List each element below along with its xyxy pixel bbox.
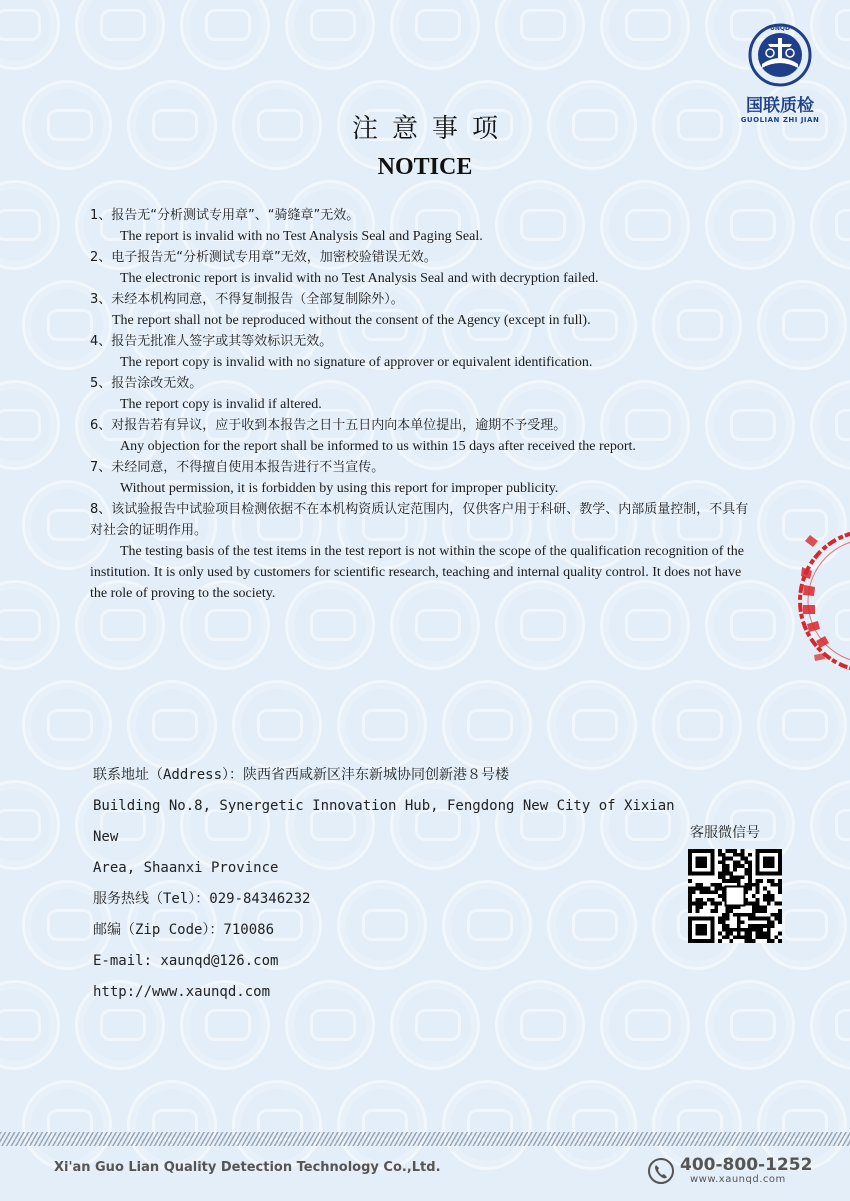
notice-item (90, 331, 750, 373)
notice-item-cn: 4、报告无批准人签字或其等效标识无效。 (90, 334, 333, 349)
qr-label: 客服微信号 (690, 825, 760, 841)
official-seal-stamp (790, 527, 850, 675)
notice-item (90, 205, 750, 247)
watermark-emblem (810, 180, 850, 270)
watermark-emblem (0, 780, 60, 870)
notice-item-en: The report shall not be reproduced without the consent of the Agency (except in full). (112, 313, 591, 328)
wechat-qr-code (688, 849, 782, 943)
contact-zip: 邮编（Zip Code）：710086 (93, 922, 275, 938)
notice-item-en: The report copy is invalid if altered. (120, 397, 322, 412)
watermark-emblem (652, 680, 742, 770)
watermark-emblem (390, 0, 480, 70)
watermark-emblem (757, 680, 847, 770)
watermark-emblem (180, 0, 270, 70)
notice-item (90, 415, 750, 457)
notice-item (90, 247, 750, 289)
watermark-emblem (0, 180, 60, 270)
contact-address-en-line1: Building No.8, Synergetic Innovation Hub, Fengdong New City of Xixian New (93, 798, 675, 845)
logo-emblem-icon (742, 22, 818, 88)
watermark-emblem (127, 680, 217, 770)
watermark-emblem (337, 680, 427, 770)
watermark-emblem (547, 680, 637, 770)
notice-item-cn: 2、电子报告无“分析测试专用章”无效，加密校验错误无效。 (90, 250, 437, 265)
watermark-emblem (547, 1080, 637, 1170)
notice-item-en: Without permission, it is forbidden by using this report for improper publicity. (120, 481, 559, 496)
footer-stripe-divider (0, 1132, 850, 1146)
watermark-emblem (337, 1080, 427, 1170)
logo-name-en: GUOLIAN ZHI JIAN (740, 116, 820, 124)
watermark-emblem (22, 680, 112, 770)
watermark-emblem (810, 380, 850, 470)
notice-item (90, 499, 750, 604)
watermark-emblem (285, 0, 375, 70)
watermark-emblem (442, 1080, 532, 1170)
notice-item-en: The electronic report is invalid with no Test Analysis Seal and with decryption failed. (120, 271, 599, 286)
watermark-emblem (0, 0, 60, 70)
contact-address-en-line2: Area, Shaanxi Province (93, 860, 279, 876)
footer-website[interactable]: www.xaunqd.com (690, 1174, 786, 1185)
notice-item-cn: 8、该试验报告中试验项目检测依据不在本机构资质认定范围内，仅供客户用于科研、教学、内部质量控制，不具有对社会的证明作用。 (90, 502, 749, 538)
notice-item (90, 373, 750, 415)
notice-item (90, 289, 750, 331)
contact-info (93, 760, 693, 1008)
watermark-emblem (127, 1080, 217, 1170)
watermark-emblem (22, 1080, 112, 1170)
watermark-emblem (705, 980, 795, 1070)
notice-item-en: The report is invalid with no Test Analysis Seal and Paging Seal. (120, 229, 483, 244)
notice-item (90, 457, 750, 499)
contact-tel: 服务热线（Tel）：029-84346232 (93, 891, 311, 907)
notice-item-cn: 7、未经同意，不得擅自使用本报告进行不当宣传。 (90, 460, 385, 475)
watermark-emblem (75, 0, 165, 70)
watermark-emblem (757, 280, 847, 370)
watermark-emblem (0, 580, 60, 670)
notice-item-cn: 6、对报告若有异议，应于收到本报告之日十五日内向本单位提出，逾期不予受理。 (90, 418, 567, 433)
footer-phone[interactable]: 400-800-1252 (680, 1155, 813, 1175)
watermark-emblem (600, 0, 690, 70)
notice-item-en: The report copy is invalid with no signature of approver or equivalent identification. (120, 355, 593, 370)
notice-item-cn: 1、报告无“分析测试专用章”、“骑缝章”无效。 (90, 208, 360, 223)
watermark-emblem (232, 1080, 322, 1170)
notice-item-en: Any objection for the report shall be informed to us within 15 days after received the report. (120, 439, 636, 454)
logo-name-cn: 国联质检 (746, 96, 814, 116)
notice-item-en: The testing basis of the test items in the test report is not within the scope of the qualification recognition of the institution. It is only used by customers for scientific research, teaching and internal quality control. It does not have the role of proving to the society. (90, 544, 745, 601)
footer-company-name: Xi'an Guo Lian Quality Detection Technology Co.,Ltd. (54, 1160, 441, 1175)
watermark-emblem (0, 980, 60, 1070)
page-title-en: NOTICE (377, 154, 473, 180)
phone-icon (647, 1157, 675, 1185)
watermark-emblem (442, 680, 532, 770)
contact-url[interactable]: http://www.xaunqd.com (93, 984, 271, 1000)
logo-ring-text: UNQD (770, 25, 790, 32)
contact-address-cn: 联系地址（Address）：陕西省西咸新区沣东新城协同创新港８号楼 (93, 767, 509, 783)
notice-list (90, 205, 750, 604)
page-title-cn: 注意事项 (351, 114, 512, 144)
watermark-emblem (232, 680, 322, 770)
watermark-emblem (0, 380, 60, 470)
watermark-emblem (495, 0, 585, 70)
watermark-emblem (810, 980, 850, 1070)
notice-item-cn: 5、报告涂改无效。 (90, 376, 203, 391)
notice-item-cn: 3、未经本机构同意，不得复制报告（全部复制除外）。 (90, 292, 404, 307)
contact-email[interactable]: E-mail: xaunqd@126.com (93, 953, 279, 969)
watermark-emblem (810, 780, 850, 870)
